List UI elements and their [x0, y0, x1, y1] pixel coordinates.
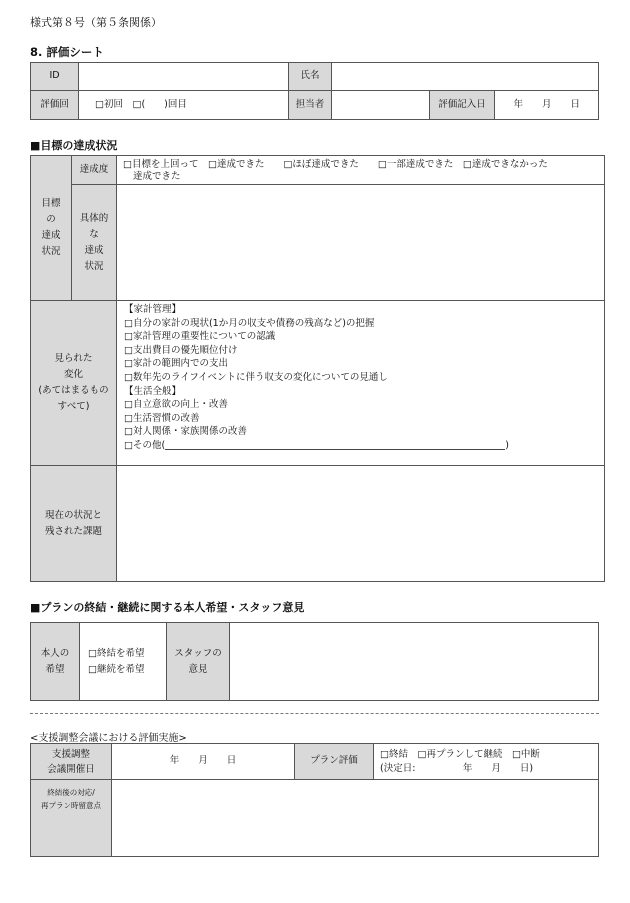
meeting-date-label: 支援調整 会議開催日: [31, 744, 112, 780]
degree-options-line2: 達成できた: [133, 171, 181, 183]
staff-label: 担当者: [289, 91, 332, 120]
plan-eval-label: プラン評価: [295, 744, 374, 780]
degree-options[interactable]: [117, 156, 605, 185]
wish-option-continue[interactable]: □継続を希望: [88, 663, 145, 675]
other-prefix: □その他(: [124, 439, 166, 451]
eval-round-options[interactable]: □初回 □( )回目: [79, 91, 289, 120]
household-item[interactable]: □数年先のライフイベントに伴う収支の変化についての見通し: [124, 371, 388, 383]
staff-opinion-label: スタッフの 意見: [167, 623, 230, 701]
household-item[interactable]: □自分の家計の現状(1か月の収支や債務の残高など)の把握: [124, 317, 375, 329]
life-item[interactable]: □自立意欲の向上・改善: [124, 399, 228, 411]
changes-label: 見られた 変化 (あてはまるもの すべて): [31, 301, 117, 466]
meeting-table: [30, 743, 599, 857]
id-label: ID: [31, 63, 79, 91]
issues-label: 現在の状況と 残された課題: [31, 466, 117, 582]
degree-label: 達成度: [72, 156, 117, 185]
eval-round-label: 評価回: [31, 91, 79, 120]
page-title: 8. 評価シート: [30, 45, 104, 59]
meeting-date-field[interactable]: 年 月 日: [112, 744, 295, 780]
info-table: [30, 62, 599, 120]
person-wish-options[interactable]: [80, 623, 167, 701]
meeting-section-title: <支援調整会議における評価実施>: [30, 733, 187, 744]
detail-field[interactable]: [117, 185, 605, 301]
id-field[interactable]: [79, 63, 289, 91]
plan-eval-line2[interactable]: (決定日: 年 月 日): [380, 762, 534, 774]
changes-checklist[interactable]: [117, 301, 605, 466]
notes-label: 終結後の対応/ 再プラン時留意点: [31, 780, 112, 857]
eval-date-field[interactable]: 年 月 日: [495, 91, 599, 120]
wish-option-end[interactable]: □終結を希望: [88, 647, 145, 659]
plan-eval-options[interactable]: [374, 744, 599, 780]
staff-opinion-field[interactable]: [230, 623, 599, 701]
household-item[interactable]: □家計管理の重要性についての認識: [124, 331, 276, 343]
name-label: 氏名: [289, 63, 332, 91]
degree-options-line1: □目標を上回って □達成できた □ほぼ達成できた □一部達成できた □達成できなかった: [123, 159, 548, 170]
life-item[interactable]: □生活習慣の改善: [124, 412, 200, 424]
section-divider: [30, 713, 599, 714]
household-item[interactable]: □家計の範囲内での支出: [124, 358, 228, 370]
other-item[interactable]: [124, 439, 604, 453]
notes-field[interactable]: [112, 780, 599, 857]
eval-date-label: 評価記入日: [430, 91, 495, 120]
form-number: 様式第８号（第５条関係）: [30, 16, 162, 29]
household-heading: 【家計管理】: [124, 304, 182, 315]
plan-wishes-table: [30, 622, 599, 701]
life-heading: 【生活全般】: [124, 385, 182, 397]
achievement-section-title: ■目標の達成状況: [30, 139, 118, 152]
other-suffix: ): [505, 439, 509, 451]
detail-label: 具体的 な 達成 状況: [72, 185, 117, 301]
life-item[interactable]: □対人関係・家族関係の改善: [124, 426, 247, 438]
staff-field[interactable]: [332, 91, 430, 120]
plan-eval-line1[interactable]: □終結 □再プランして継続 □中断: [380, 748, 540, 760]
achievement-table: [30, 155, 605, 582]
goal-achievement-header: 目標 の 達成 状況: [31, 156, 72, 301]
name-field[interactable]: [332, 63, 599, 91]
person-wish-label: 本人の 希望: [31, 623, 80, 701]
plan-wishes-section-title: ■プランの終結・継続に関する本人希望・スタッフ意見: [30, 601, 305, 614]
household-item[interactable]: □支出費目の優先順位付け: [124, 344, 238, 356]
issues-field[interactable]: [117, 466, 605, 582]
other-blank[interactable]: [165, 439, 505, 450]
